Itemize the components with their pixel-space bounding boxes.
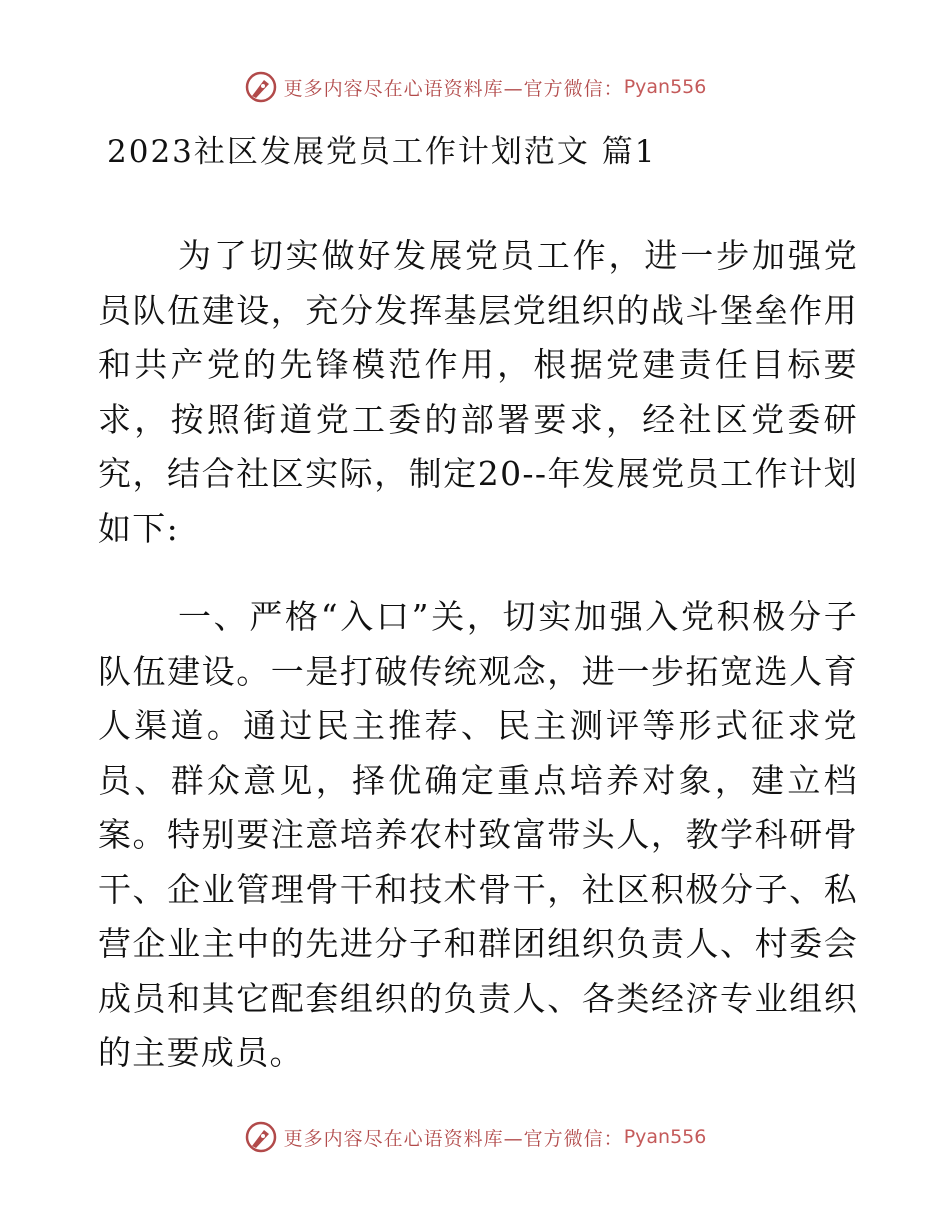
watermark-wechat-id: Pyan556: [623, 1126, 707, 1148]
document-title: 2023社区发展党员工作计划范文 篇1: [107, 134, 657, 170]
pen-nib-logo-icon: [244, 1120, 278, 1154]
pen-nib-logo-icon: [244, 70, 278, 104]
watermark-separator: —官方微信：: [503, 77, 624, 100]
footer-watermark: [0, 1120, 950, 1154]
watermark-separator: —官方微信：: [503, 1127, 624, 1150]
paragraph-section-1: 一、严格“入口”关，切实加强入党积极分子队伍建设。一是打破传统观念，进一步拓宽选人育人渠道。通过民主推荐、民主测评等形式征求党员、群众意见，择优确定重点培养对象，建立档案。特别要注意培养农村致富带头人，教学科研骨干、企业管理骨干和技术骨干，社区积极分子、私营企业主中的先进分子和群团组织负责人、村委会成员和其它配套组织的负责人、各类经济专业组织的主要成员。: [98, 597, 858, 1072]
watermark-text: 更多内容尽在心语资料库: [283, 1127, 504, 1150]
paragraph-intro: 为了切实做好发展党员工作，进一步加强党员队伍建设，充分发挥基层党组织的战斗堡垒作用和共产党的先锋模范作用，根据党建责任目标要求，按照街道党工委的部署要求，经社区党委研究，结合社区实际，制定20--年发展党员工作计划如下:: [98, 236, 858, 548]
header-watermark: [0, 70, 950, 104]
watermark-wechat-id: Pyan556: [623, 76, 707, 98]
watermark-text: 更多内容尽在心语资料库: [283, 77, 504, 100]
